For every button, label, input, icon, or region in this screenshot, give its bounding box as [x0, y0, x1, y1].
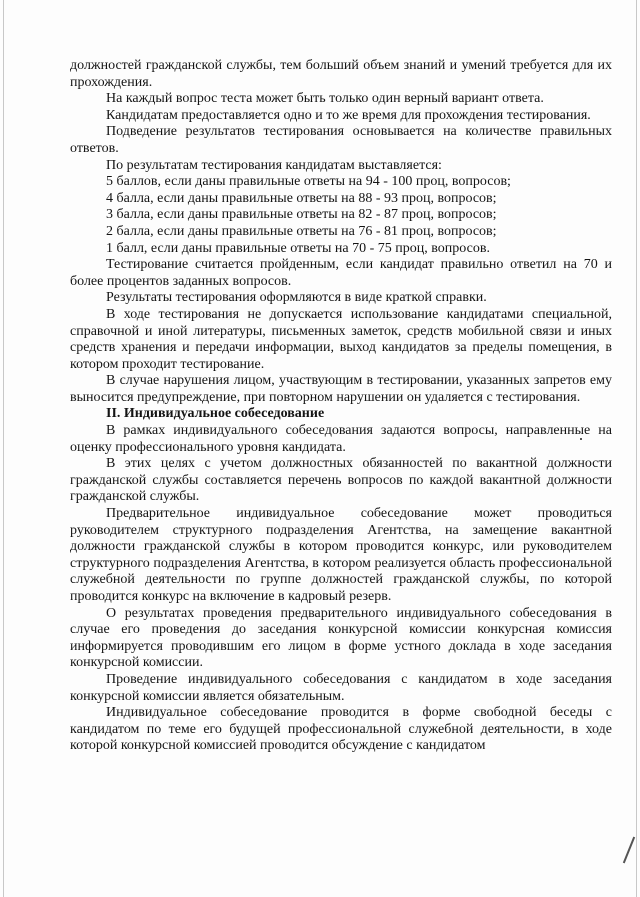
paragraph: По результатам тестирования кандидатам выставляется: — [106, 157, 442, 173]
grade-item: 5 баллов, если даны правильные ответы на 94 - 100 проц, вопросов; — [106, 174, 511, 190]
paragraph: Подведение результатов тестирования основывается на количестве правильных ответов. — [70, 124, 612, 156]
paragraph: В ходе тестирования не допускается использование кандидатами специальной, справочной и иной литературы, письменных заметок, средств мобильной связи и иных средств хранения и передачи информации, выход кандидатов за пределы помещения, в котором проходит тестирование. — [70, 306, 612, 372]
paragraph: В случае нарушения лицом, участвующим в тестировании, указанных запретов ему выносится предупреждение, при повторном нарушении он удаляется с тестирования. — [70, 373, 612, 405]
paragraph: Тестирование считается пройденным, если кандидат правильно ответил на 70 и более процентов заданных вопросов. — [70, 257, 612, 289]
scan-edge-right — [636, 0, 637, 897]
paragraph: Проведение индивидуального собеседования с кандидатом в ходе заседания конкурсной комиссии является обязательным. — [70, 671, 612, 704]
paragraph: О результатах проведения предварительного индивидуального собеседования в случае его проведения до заседания конкурсной комиссии конкурсная комиссия информируется проводившим его лицом в форме устного доклада в ходе заседания конкурсной комиссии. — [70, 605, 612, 671]
document-body — [70, 58, 612, 755]
paragraph: Кандидатам предоставляется одно и то же время для прохождения тестирования. — [106, 107, 591, 123]
paragraph: На каждый вопрос теста может быть только один верный вариант ответа. — [106, 91, 544, 107]
scan-edge-left — [3, 0, 4, 897]
grade-item: 1 балл, если даны правильные ответы на 70 - 75 проц, вопросов. — [106, 240, 490, 256]
paragraph: Результаты тестирования оформляются в виде краткой справки. — [106, 290, 487, 306]
grade-item: 4 балла, если даны правильные ответы на 88 - 93 проц, вопросов; — [106, 190, 497, 206]
grade-item: 2 балла, если даны правильные ответы на 76 - 81 проц, вопросов; — [106, 223, 497, 239]
paragraph: В рамках индивидуального собеседования задаются вопросы, направленные на оценку профессионального уровня кандидата. — [70, 423, 612, 455]
section-heading: II. Индивидуальное собеседование — [106, 406, 325, 422]
scan-mark — [623, 837, 635, 864]
paragraph: Предварительное индивидуальное собеседование может проводиться руководителем структурного подразделения Агентства, на замещение вакантной должности гражданской службы в котором проводится конкурс, или руководителем структурного подразделения Агентства, в котором реализуется область профессиональной служебной деятельности по группе должностей гражданской службы, по которой проводится конкурс на включение в кадровый резерв. — [70, 506, 612, 604]
paragraph-continuation: должностей гражданской службы, тем больший объем знаний и умений требуется для их прохождения. — [70, 58, 612, 90]
paragraph: В этих целях с учетом должностных обязанностей по вакантной должности гражданской службы составляется перечень вопросов по каждой вакантной должности гражданской службы. — [70, 456, 612, 505]
paragraph: Индивидуальное собеседование проводится в форме свободной беседы с кандидатом по теме его будущей профессиональной служебной деятельности, в ходе которой конкурсной комиссией проводится обсуждение с кандидатом — [70, 705, 612, 754]
grade-item: 3 балла, если даны правильные ответы на 82 - 87 проц, вопросов; — [106, 207, 497, 223]
